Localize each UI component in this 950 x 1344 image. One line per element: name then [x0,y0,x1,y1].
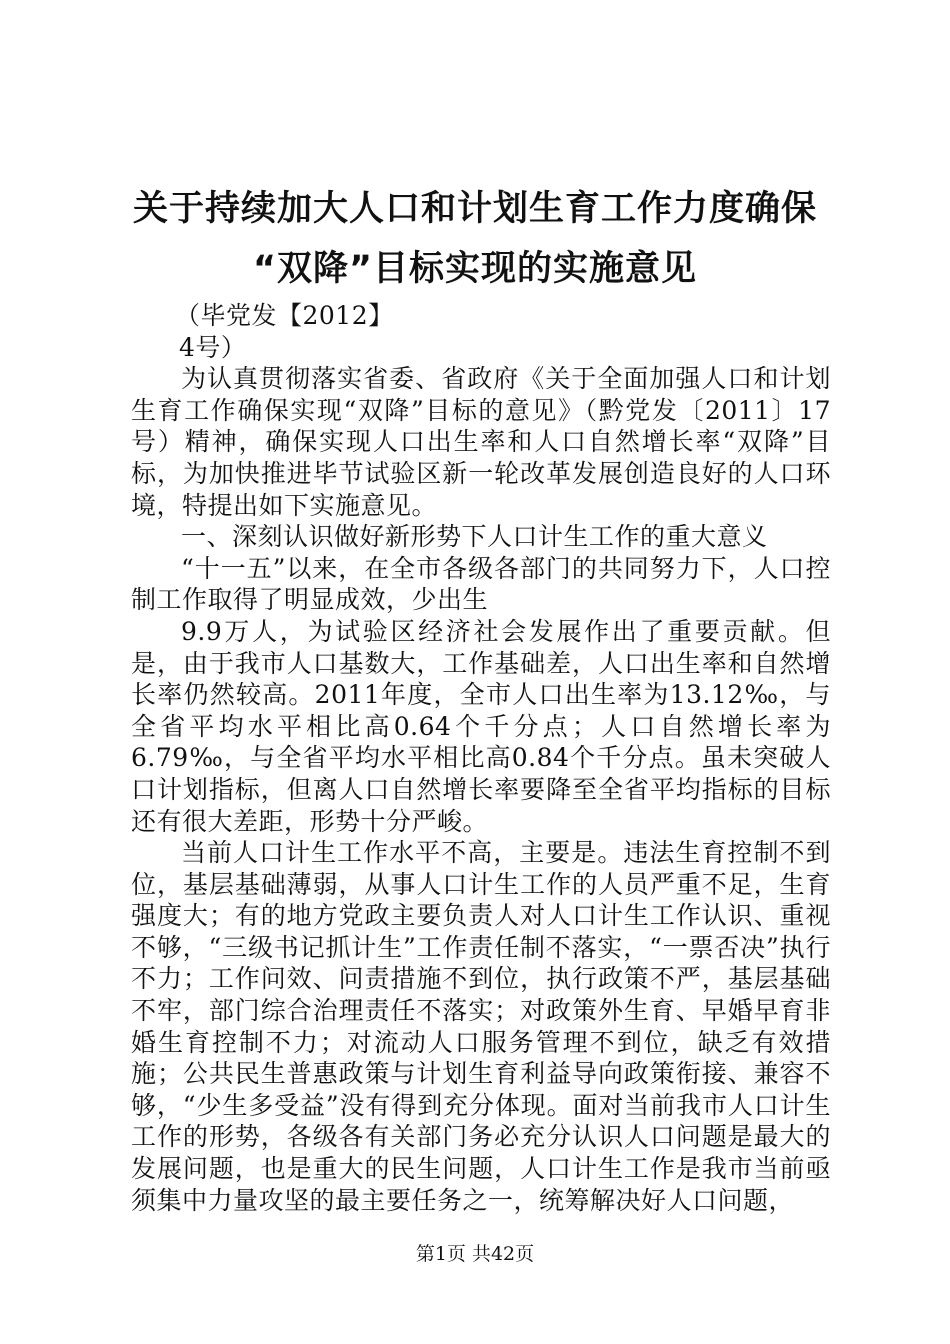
document-title-line-2: “双降”目标实现的实施意见 [252,249,697,289]
paragraph-intro: 为认真贯彻落实省委、省政府《关于全面加强人口和计划生育工作确保实现“双降”目标的意见》（黔党发〔2011〕17号）精神，确保实现人口出生率和人口自然增长率“双降”目标，为加快推进毕节试验区新一轮改革发展创造良好的人口环境，特提出如下实施意见。 [131,364,831,520]
doc-number-line-1: （毕党发【2012】 [175,301,394,330]
document-body [131,300,831,1216]
page-footer: 第1页 共42页 [415,1243,535,1265]
paragraph-achievements-part2: 9.9万人，为试验区经济社会发展作出了重要贡献。但是，由于我市人口基数大，工作基础差，人口出生率和自然增长率仍然较高。2011年度，全市人口出生率为13.12‰，与全省平均水平相比高0.64个千分点；人口自然增长率为6.79‰，与全省平均水平相比高0.84个千分点。虽未突破人口计划指标，但离人口自然增长率要降至全省平均指标的目标还有很大差距，形势十分严峻。 [131,616,831,836]
paragraph-problems: 当前人口计生工作水平不高，主要是。违法生育控制不到位，基层基础薄弱，从事人口计生工作的人员严重不足，生育强度大；有的地方党政主要负责人对人口计生工作认识、重视不够，“三级书记抓计生”工作责任制不落实，“一票否决”执行不力；工作问效、问责措施不到位，执行政策不严，基层基础不牢，部门综合治理责任不落实；对政策外生育、早婚早育非婚生育控制不力；对流动人口服务管理不到位，缺乏有效措施；公共民生普惠政策与计划生育利益导向政策衔接、兼容不够，“少生多受益”没有得到充分体现。面对当前我市人口计生工作的形势，各级各有关部门务必充分认识人口问题是最大的发展问题，也是重大的民生问题，人口计生工作是我市当前亟须集中力量攻坚的最主要任务之一，统筹解决好人口问题， [131,838,831,1215]
section-heading-1: 一、深刻认识做好新形势下人口计生工作的重大意义 [181,522,768,552]
document-title-line-1: 关于持续加大人口和计划生育工作力度确保 [132,189,817,229]
paragraph-achievements-part1: “十一五”以来，在全市各级各部门的共同努力下，人口控制工作取得了明显成效，少出生 [131,553,831,615]
doc-number-line-2: 4号） [179,332,247,362]
